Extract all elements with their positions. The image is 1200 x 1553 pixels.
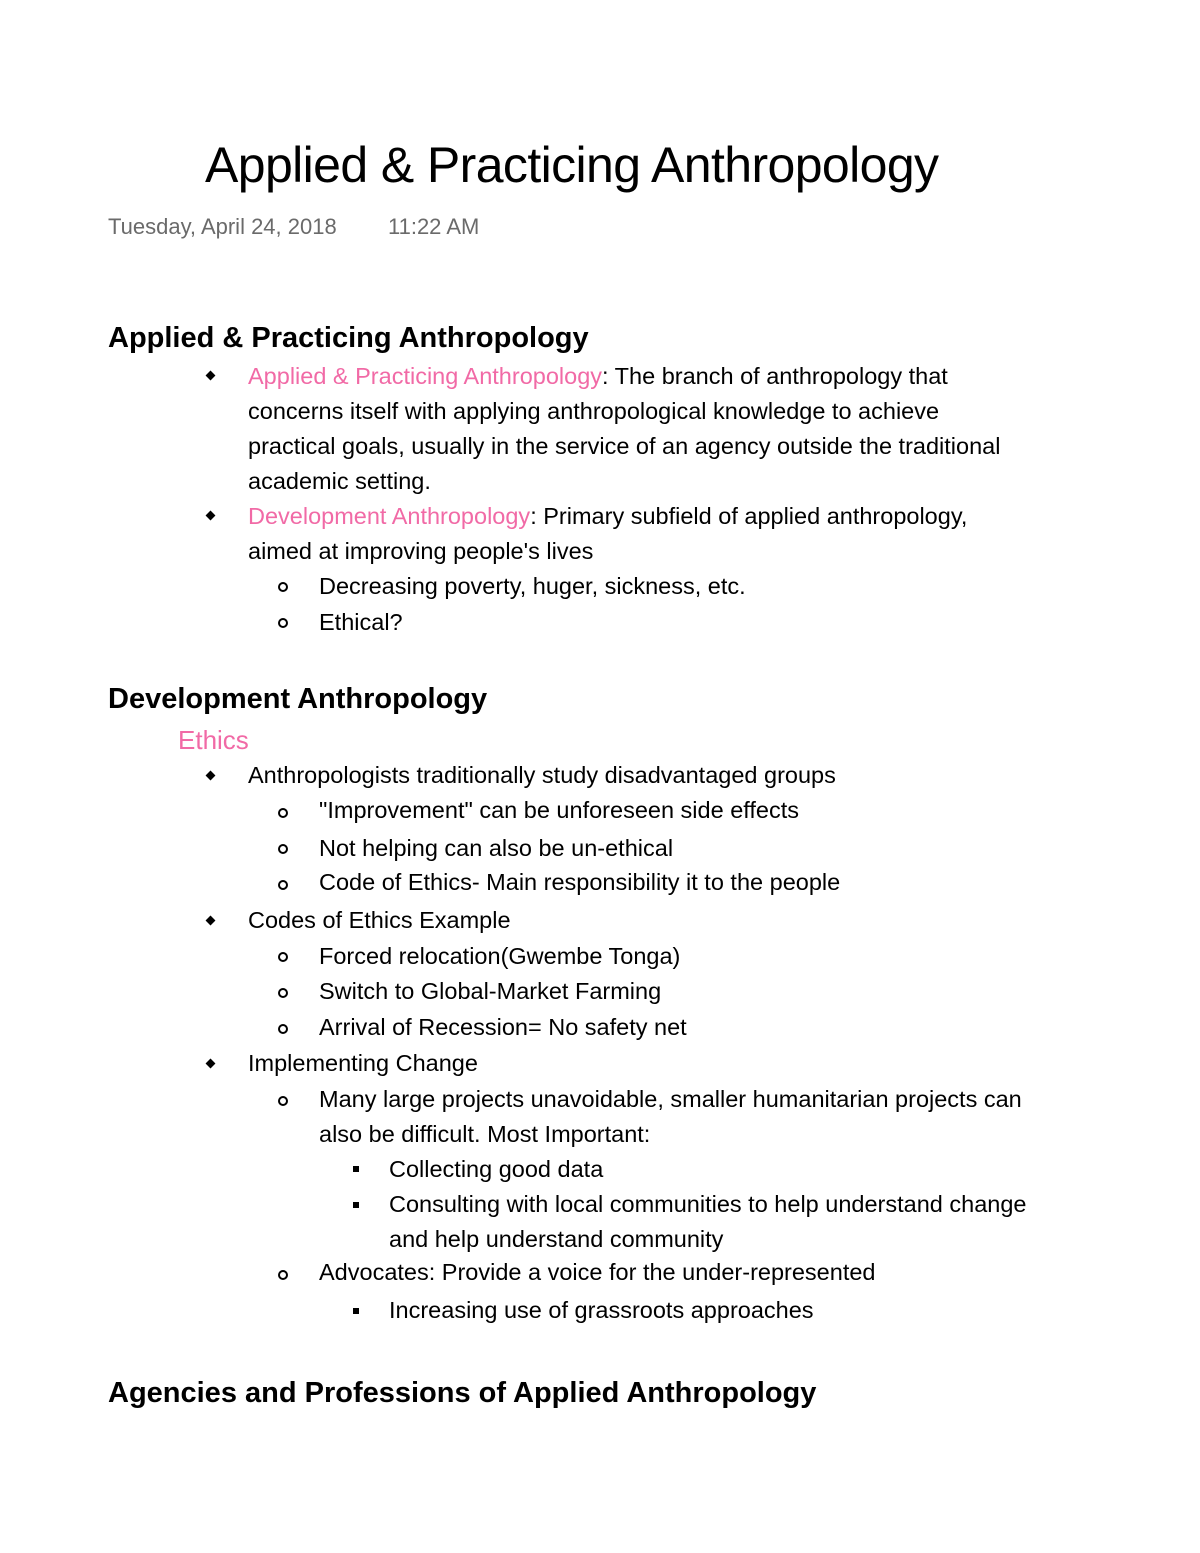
diamond-bullet-icon bbox=[206, 511, 216, 521]
list-item-continuation: aimed at improving people's lives bbox=[248, 538, 594, 564]
list-item-continuation: academic setting. bbox=[248, 468, 431, 494]
page-time: 11:22 AM bbox=[388, 214, 480, 239]
list-subitem: "Improvement" can be unforeseen side effects bbox=[319, 797, 799, 823]
list-item: Codes of Ethics Example bbox=[248, 907, 511, 933]
list-subitem: Arrival of Recession= No safety net bbox=[319, 1014, 687, 1040]
diamond-bullet-icon bbox=[206, 771, 216, 781]
circle-bullet-icon bbox=[278, 988, 288, 998]
term-development-anthropology: Development Anthropology bbox=[248, 503, 531, 529]
list-subsubitem-continuation: and help understand community bbox=[389, 1226, 724, 1252]
square-bullet-icon bbox=[353, 1202, 359, 1208]
list-subitem: Advocates: Provide a voice for the under-represented bbox=[319, 1259, 876, 1285]
list-item: Anthropologists traditionally study disadvantaged groups bbox=[248, 762, 836, 788]
list-subitem: Ethical? bbox=[319, 609, 403, 635]
circle-bullet-icon bbox=[278, 1270, 288, 1280]
list-subitem-continuation: also be difficult. Most Important: bbox=[319, 1121, 651, 1147]
circle-bullet-icon bbox=[278, 844, 288, 854]
circle-bullet-icon bbox=[278, 880, 288, 890]
circle-bullet-icon bbox=[278, 1096, 288, 1106]
list-subsubitem: Consulting with local communities to help understand change bbox=[389, 1191, 1027, 1217]
subheading-ethics: Ethics bbox=[178, 725, 249, 755]
page-date: Tuesday, April 24, 2018 bbox=[108, 214, 337, 239]
page-title: Applied & Practicing Anthropology bbox=[205, 137, 939, 193]
list-item bbox=[248, 500, 967, 532]
diamond-bullet-icon bbox=[206, 916, 216, 926]
list-subitem: Forced relocation(Gwembe Tonga) bbox=[319, 943, 681, 969]
square-bullet-icon bbox=[353, 1166, 359, 1172]
section-heading-development: Development Anthropology bbox=[108, 683, 488, 715]
diamond-bullet-icon bbox=[206, 371, 216, 381]
definition-text: : Primary subfield of applied anthropology, bbox=[530, 503, 968, 529]
list-subitem: Decreasing poverty, huger, sickness, etc. bbox=[319, 573, 746, 599]
diamond-bullet-icon bbox=[206, 1059, 216, 1069]
circle-bullet-icon bbox=[278, 808, 288, 818]
list-subitem: Code of Ethics- Main responsibility it to the people bbox=[319, 869, 841, 895]
circle-bullet-icon bbox=[278, 1024, 288, 1034]
circle-bullet-icon bbox=[278, 952, 288, 962]
section-heading-agencies: Agencies and Professions of Applied Anthropology bbox=[108, 1377, 817, 1409]
list-item-continuation: practical goals, usually in the service of an agency outside the traditional bbox=[248, 433, 1001, 459]
term-applied-practicing: Applied & Practicing Anthropology bbox=[248, 363, 603, 389]
list-subitem: Many large projects unavoidable, smaller humanitarian projects can bbox=[319, 1086, 1022, 1112]
square-bullet-icon bbox=[353, 1308, 359, 1314]
list-subsubitem: Increasing use of grassroots approaches bbox=[389, 1297, 814, 1323]
definition-text: : The branch of anthropology that bbox=[602, 363, 948, 389]
list-subitem: Switch to Global-Market Farming bbox=[319, 978, 662, 1004]
circle-bullet-icon bbox=[278, 582, 288, 592]
list-item bbox=[248, 360, 948, 392]
list-item-continuation: concerns itself with applying anthropological knowledge to achieve bbox=[248, 398, 940, 424]
circle-bullet-icon bbox=[278, 618, 288, 628]
section-heading-applied: Applied & Practicing Anthropology bbox=[108, 322, 589, 354]
list-subitem: Not helping can also be un-ethical bbox=[319, 835, 674, 861]
list-subsubitem: Collecting good data bbox=[389, 1156, 604, 1182]
list-item: Implementing Change bbox=[248, 1050, 478, 1076]
